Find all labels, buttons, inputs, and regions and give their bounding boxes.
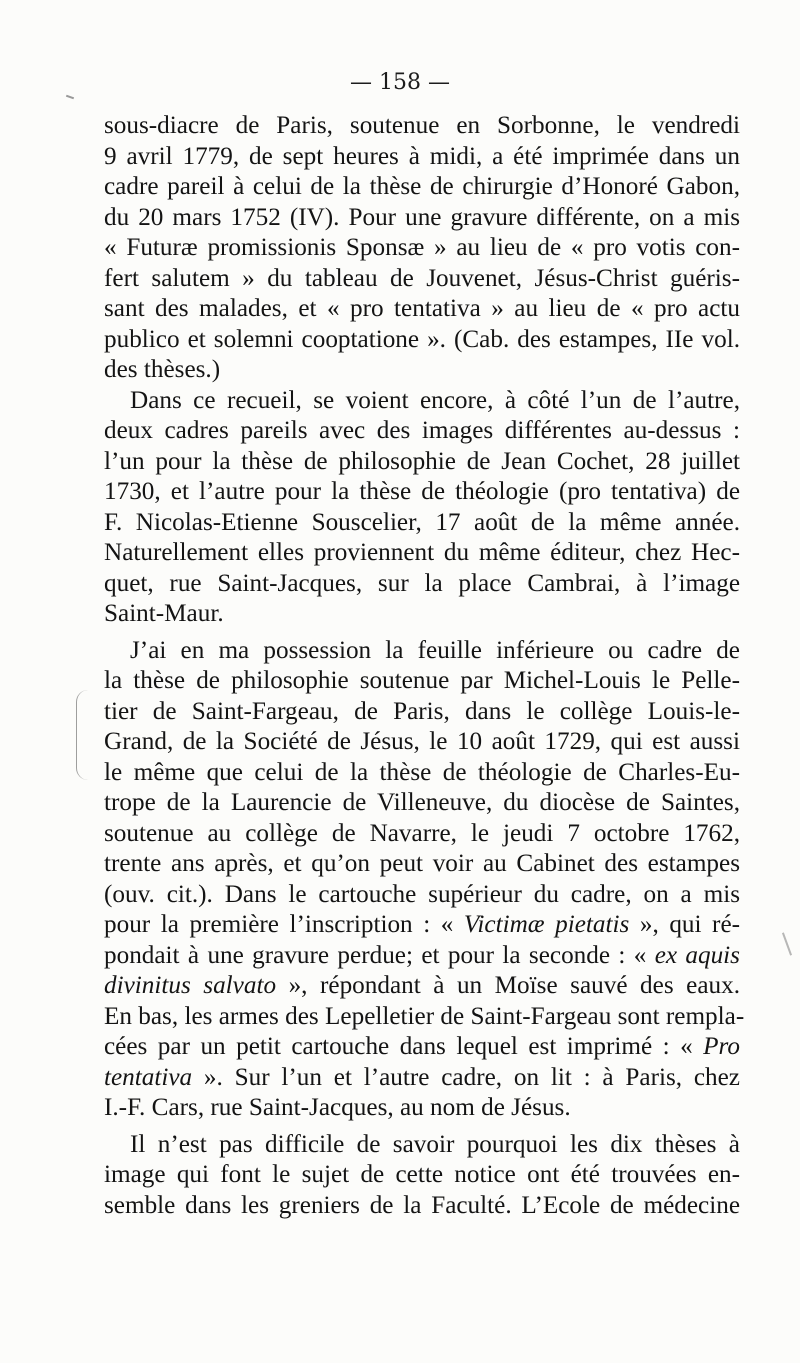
line-italic-text: ex aquis <box>654 941 740 969</box>
text-line <box>104 971 740 1002</box>
margin-stroke-mark <box>782 932 792 955</box>
text-line <box>104 1002 745 1033</box>
text-line <box>104 569 740 600</box>
text-line <box>104 636 740 667</box>
line-text: la thèse de philosophie soutenue par Michel-Louis le Pelle- <box>104 667 740 694</box>
line-italic-text: tentativa <box>104 1063 193 1091</box>
line-text: tier de Saint-Fargeau, de Paris, dans le collège Louis-le- <box>104 697 740 725</box>
line-text: cées par un petit cartouche dans lequel est imprimé : « <box>104 1033 704 1060</box>
text-line <box>104 172 740 203</box>
text-line <box>104 355 740 386</box>
text-line <box>104 264 740 295</box>
line-text: image qui font le sujet de cette notice ont été trouvées en- <box>104 1161 740 1188</box>
line-text: quet, rue Saint-Jacques, sur la place Cambrai, à l’image <box>104 569 740 597</box>
line-text-after: », répondant à un Moïse sauvé des eaux. <box>276 972 740 999</box>
text-line <box>104 325 740 356</box>
text-line <box>104 819 740 850</box>
text-line <box>104 666 740 697</box>
line-text: sant des malades, et « pro tentativa » au lieu de « pro actu <box>104 295 740 322</box>
text-line <box>104 508 740 539</box>
text-line <box>104 416 740 447</box>
line-text: Naturellement elles proviennent du même éditeur, chez Hec- <box>104 539 740 566</box>
line-text: l’un pour la thèse de philosophie de Jean Cochet, 28 juillet <box>104 447 740 475</box>
line-text: sous-diacre de Paris, soutenue en Sorbonne, le vendredi <box>104 112 740 139</box>
line-text: semble dans les greniers de la Faculté. L’Ecole de médecine <box>104 1191 740 1219</box>
text-line <box>104 599 740 630</box>
text-line <box>104 447 740 478</box>
text-line <box>104 386 740 417</box>
body-text <box>104 111 745 1221</box>
text-line <box>104 727 740 758</box>
text-line <box>104 142 740 173</box>
text-line <box>104 233 740 264</box>
text-line <box>104 1160 740 1191</box>
line-text: cadre pareil à celui de la thèse de chirurgie d’Honoré Gabon, <box>104 173 740 200</box>
line-text: (ouv. cit.). Dans le cartouche supérieur du cadre, on a mis <box>104 880 740 908</box>
page-number: — 158 — <box>350 70 450 95</box>
line-text-after: », qui ré- <box>629 911 741 938</box>
line-text: « Futuræ promissionis Sponsæ » au lieu de « pro votis con- <box>104 234 740 261</box>
line-italic-text: divinitus salvato <box>104 972 277 999</box>
line-text: trente ans après, et qu’on peut voir au Cabinet des estampes <box>104 850 740 877</box>
text-line <box>104 788 740 819</box>
line-text: J’ai en ma possession la feuille inférieure ou cadre de <box>130 636 740 664</box>
text-line <box>104 697 740 728</box>
line-text: Dans ce recueil, se voient encore, à côté l’un de l’autre, <box>130 386 740 414</box>
text-line <box>104 1032 740 1063</box>
line-text: 9 avril 1779, de sept heures à midi, a été imprimée dans un <box>104 142 740 170</box>
margin-tick-mark <box>66 95 74 100</box>
text-line <box>104 1130 740 1161</box>
text-line <box>104 294 740 325</box>
line-italic-text: Victimæ pietatis <box>463 911 630 938</box>
text-line <box>104 1063 740 1094</box>
line-text: pondait à une gravure perdue; et pour la seconde : « <box>104 941 655 969</box>
line-text: En bas, les armes des Lepelletier de Saint-Fargeau sont rempla- <box>104 1002 745 1030</box>
text-line <box>104 910 740 941</box>
text-line <box>104 1191 740 1222</box>
text-line <box>104 203 740 234</box>
line-text: trope de la Laurencie de Villeneuve, du diocèse de Saintes, <box>104 789 740 816</box>
line-text: pour la première l’inscription : « <box>104 911 464 938</box>
line-text: du 20 mars 1752 (IV). Pour une gravure différente, on a mis <box>104 203 740 231</box>
line-text: F. Nicolas-Etienne Souscelier, 17 août de la même année. <box>104 508 740 536</box>
line-italic-text: Pro <box>703 1033 740 1060</box>
line-text: deux cadres pareils avec des images différentes au-dessus : <box>104 417 740 444</box>
text-line <box>104 477 740 508</box>
line-text: 1730, et l’autre pour la thèse de théologie (pro tentativa) de <box>104 478 740 505</box>
line-text: Il n’est pas difficile de savoir pourquoi les dix thèses à <box>130 1130 740 1158</box>
text-line <box>104 111 740 142</box>
text-line <box>104 849 740 880</box>
margin-bracket-mark <box>76 690 91 780</box>
line-text: des thèses.) <box>104 356 221 383</box>
line-text: soutenue au collège de Navarre, le jeudi 7 octobre 1762, <box>104 819 740 847</box>
line-text: fert salutem » du tableau de Jouvenet, Jésus-Christ guéris- <box>104 264 740 292</box>
text-line <box>104 880 740 911</box>
line-text: Grand, de la Société de Jésus, le 10 août 1729, qui est aussi <box>104 728 740 755</box>
line-text: Saint-Maur. <box>104 600 224 627</box>
text-line <box>104 758 740 789</box>
line-text-after: ». Sur l’un et l’autre cadre, on lit : à Paris, chez <box>192 1063 740 1091</box>
line-text: I.-F. Cars, rue Saint-Jacques, au nom de Jésus. <box>104 1094 571 1121</box>
text-line <box>104 1093 740 1124</box>
line-text: le même que celui de la thèse de théologie de Charles-Eu- <box>104 758 740 786</box>
text-line <box>104 941 740 972</box>
line-text: publico et solemni cooptatione ». (Cab. des estampes, IIe vol. <box>104 325 740 353</box>
text-line <box>104 538 740 569</box>
